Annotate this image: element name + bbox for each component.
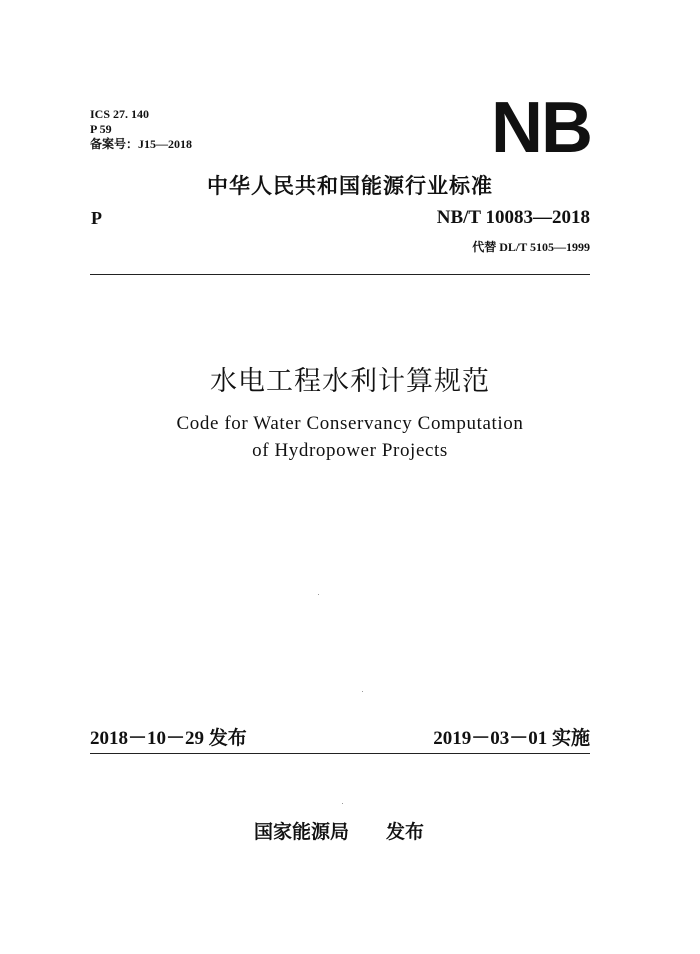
- implementation-date: 2019－03－01 实施: [433, 728, 590, 749]
- category-letter: P: [91, 208, 102, 228]
- scan-speck: [318, 594, 319, 595]
- classification-block: [90, 107, 192, 152]
- ics-code: ICS 27. 140: [90, 107, 150, 121]
- scan-speck: [362, 691, 363, 692]
- category-code: P 59: [90, 122, 112, 136]
- industry-standard-heading: 中华人民共和国能源行业标准: [207, 174, 493, 198]
- english-title-line-2: of Hydropower Projects: [252, 440, 448, 461]
- replaces-standard: 代替 DL/T 5105—1999: [472, 240, 590, 254]
- english-title-line-1: Code for Water Conservancy Computation: [176, 413, 524, 434]
- publisher-name: 国家能源局: [254, 821, 350, 843]
- scan-speck: [342, 803, 343, 804]
- document-title-chinese: 水电工程水利计算规范: [210, 366, 490, 397]
- publisher-action: 发布: [386, 821, 425, 843]
- document-title-english: [0, 410, 700, 464]
- bottom-divider: [90, 753, 590, 754]
- nb-logo: NB: [491, 88, 591, 168]
- filing-number: 备案号：J15—2018: [90, 137, 193, 151]
- issue-date: 2018－10－29 发布: [90, 728, 247, 749]
- top-divider: [90, 274, 590, 275]
- standard-number: NB/T 10083—2018: [436, 207, 590, 228]
